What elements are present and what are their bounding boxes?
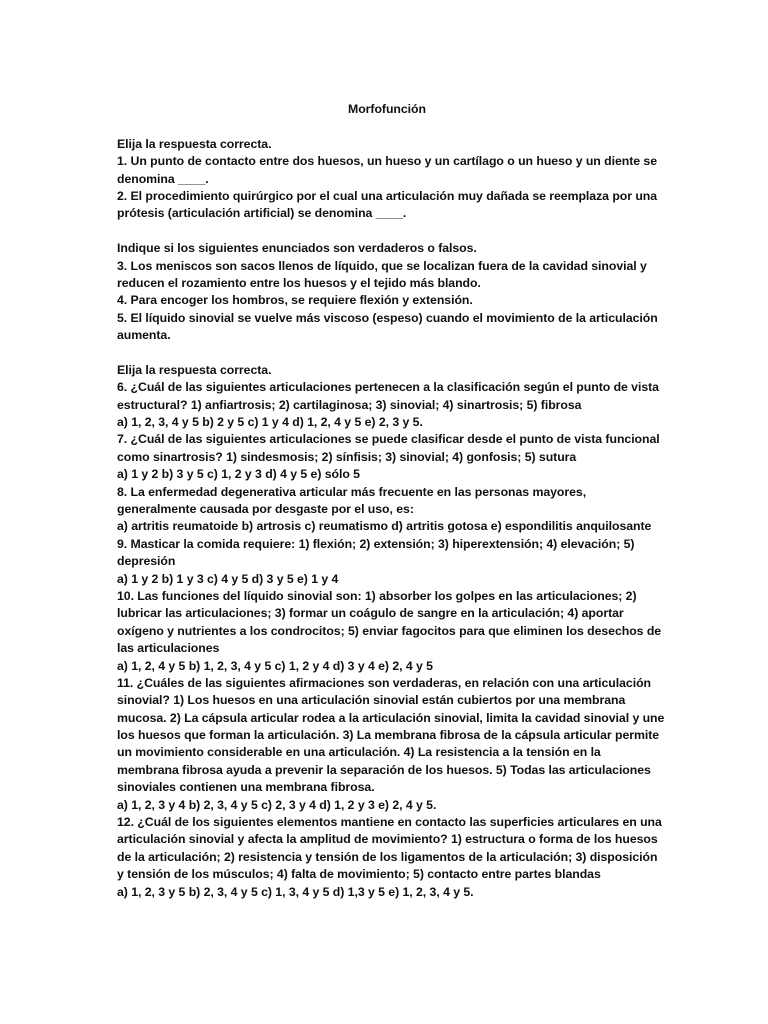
text-line: aumenta. xyxy=(117,328,171,343)
text-line: a) 1, 2, 3 y 4 b) 2, 3, 4 y 5 c) 2, 3 y 4 d) 1, 2 y 3 e) 2, 4 y 5. xyxy=(117,797,437,812)
text-line: y tensión de los músculos; 4) falta de movimiento; 5) contacto entre partes blandas xyxy=(117,867,601,882)
text-line: Indique si los siguientes enunciados son verdaderos o falsos. xyxy=(117,241,477,256)
text-line: a) artritis reumatoide b) artrosis c) reumatismo d) artritis gotosa e) espondilitis anquilosante xyxy=(117,519,652,534)
text-line: 3. Los meniscos son sacos llenos de líquido, que se localizan fuera de la cavidad sinovial y xyxy=(117,258,647,273)
text-line: 7. ¿Cuál de las siguientes articulaciones se puede clasificar desde el punto de vista funcional xyxy=(117,432,660,447)
text-line: 12. ¿Cuál de los siguientes elementos mantiene en contacto las superficies articulares en una xyxy=(117,815,662,830)
text-line: las articulaciones xyxy=(117,641,220,656)
document-page xyxy=(117,101,665,901)
text-line: oxígeno y nutrientes a los condrocitos; 5) enviar fagocitos para que eliminen los desechos de xyxy=(117,623,662,638)
blank-line xyxy=(117,223,657,240)
text-line: articulación sinovial y afecta la amplitud de movimiento? 1) estructura o forma de los huesos xyxy=(117,832,658,847)
text-line: sinovial? 1) Los huesos en una articulación sinovial están cubiertos por una membrana xyxy=(117,693,626,708)
text-line: 10. Las funciones del líquido sinovial son: 1) absorber los golpes en las articulaciones; 2) xyxy=(117,588,637,603)
text-line: Elija la respuesta correcta. xyxy=(117,362,272,377)
text-line: 4. Para encoger los hombros, se requiere flexión y extensión. xyxy=(117,293,473,308)
text-line: 11. ¿Cuáles de las siguientes afirmaciones son verdaderas, en relación con una articulación xyxy=(117,675,651,690)
text-line: denomina ____. xyxy=(117,171,209,186)
text-line: depresión xyxy=(117,554,176,569)
text-line: 5. El líquido sinovial se vuelve más viscoso (espeso) cuando el movimiento de la articulación xyxy=(117,310,658,325)
text-line: a) 1, 2, 3, 4 y 5 b) 2 y 5 c) 1 y 4 d) 1, 2, 4 y 5 e) 2, 3 y 5. xyxy=(117,415,423,430)
text-line: 6. ¿Cuál de las siguientes articulaciones pertenecen a la clasificación según el punto de vista xyxy=(117,380,659,395)
blank-line xyxy=(117,118,657,135)
text-line: a) 1, 2, 4 y 5 b) 1, 2, 3, 4 y 5 c) 1, 2 y 4 d) 3 y 4 e) 2, 4 y 5 xyxy=(117,658,433,673)
text-line: un movimiento considerable en una articulación. 4) La resistencia a la tensión en la xyxy=(117,745,601,760)
text-line: estructural? 1) anfiartrosis; 2) cartilaginosa; 3) sinovial; 4) sinartrosis; 5) fibrosa xyxy=(117,397,582,412)
text-line: a) 1 y 2 b) 1 y 3 c) 4 y 5 d) 3 y 5 e) 1 y 4 xyxy=(117,571,339,586)
text-line: los huesos que forman la articulación. 3) La membrana fibrosa de la cápsula articular permite xyxy=(117,728,660,743)
text-line: generalmente causada por desgaste por el uso, es: xyxy=(117,501,414,516)
text-line: sinoviales contienen una membrana fibrosa. xyxy=(117,780,375,795)
text-line: a) 1, 2, 3 y 5 b) 2, 3, 4 y 5 c) 1, 3, 4 y 5 d) 1,3 y 5 e) 1, 2, 3, 4 y 5. xyxy=(117,884,474,899)
blank-line xyxy=(117,344,657,361)
text-line: como sinartrosis? 1) sindesmosis; 2) sínfisis; 3) sinovial; 4) gonfosis; 5) sutura xyxy=(117,449,577,464)
text-line: 1. Un punto de contacto entre dos huesos, un hueso y un cartílago o un hueso y un diente se xyxy=(117,154,657,169)
document-title: Morfofunción xyxy=(348,102,426,116)
text-line: membrana fibrosa ayuda a prevenir la separación de los huesos. 5) Todas las articulaciones xyxy=(117,762,651,777)
text-line: reducen el rozamiento entre los huesos y el tejido más blando. xyxy=(117,275,481,290)
text-line: lubricar las articulaciones; 3) formar un coágulo de sangre en la articulación; 4) aportar xyxy=(117,606,624,621)
text-line: 9. Masticar la comida requiere: 1) flexión; 2) extensión; 3) hiperextensión; 4) elevación; 5) xyxy=(117,536,635,551)
text-line: de la articulación; 2) resistencia y tensión de los ligamentos de la articulación; 3) disposición xyxy=(117,849,658,864)
text-line: Elija la respuesta correcta. xyxy=(117,136,272,151)
document-body xyxy=(117,118,665,901)
text-line: a) 1 y 2 b) 3 y 5 c) 1, 2 y 3 d) 4 y 5 e) sólo 5 xyxy=(117,467,360,482)
text-line: prótesis (articulación artificial) se denomina ____. xyxy=(117,206,407,221)
text-line: 2. El procedimiento quirúrgico por el cual una articulación muy dañada se reemplaza por una xyxy=(117,188,658,203)
text-line: 8. La enfermedad degenerativa articular más frecuente en las personas mayores, xyxy=(117,484,587,499)
text-line: mucosa. 2) La cápsula articular rodea a la articulación sinovial, limita la cavidad sinovial y une xyxy=(117,710,665,725)
